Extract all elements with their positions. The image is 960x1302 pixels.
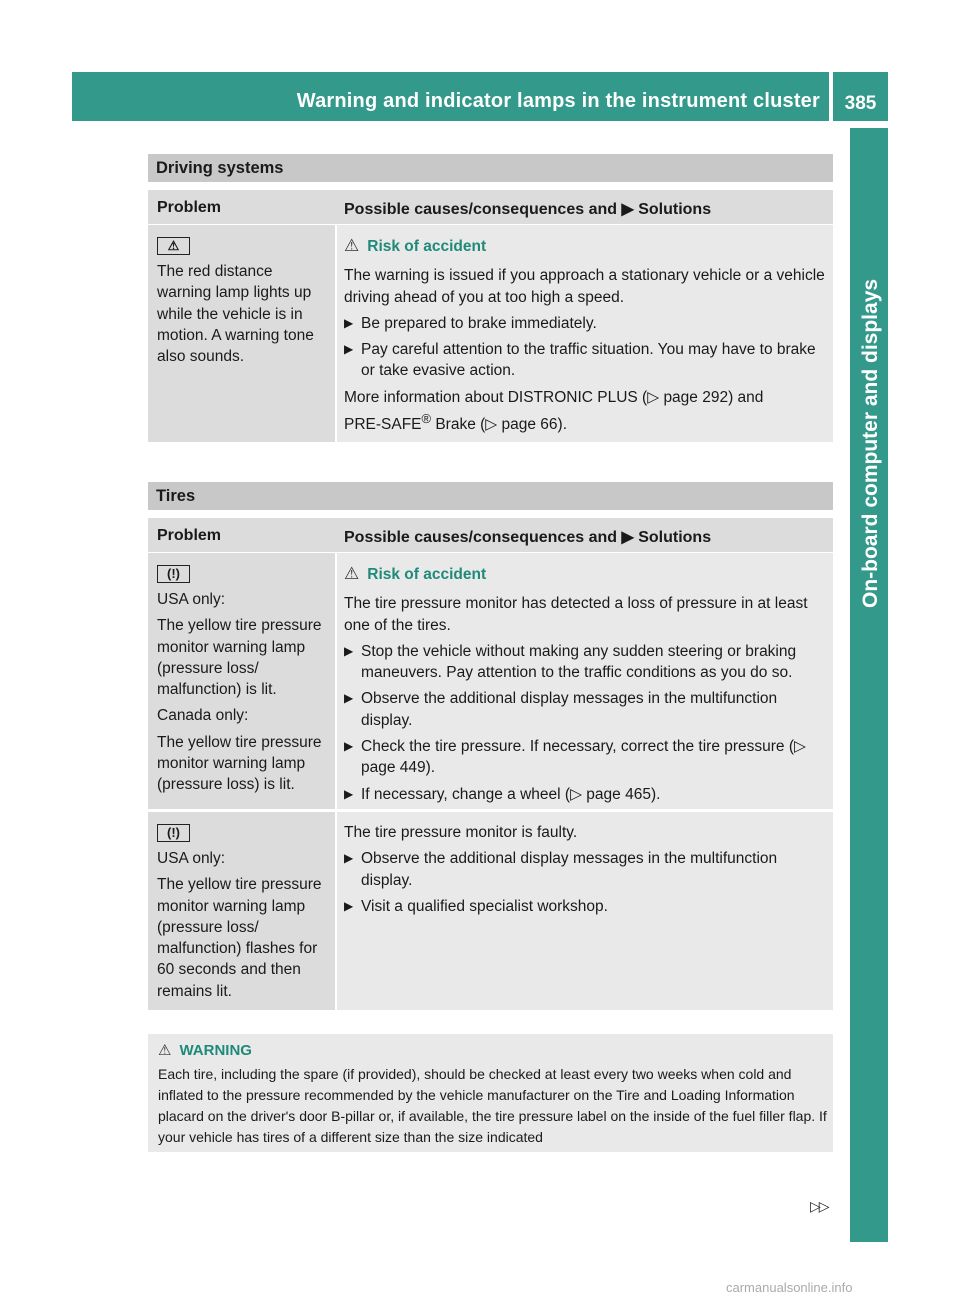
step-arrow-icon: ▶	[344, 851, 354, 866]
table-row	[148, 812, 833, 1010]
region-label: Canada only:	[157, 707, 249, 725]
solution-step	[344, 736, 827, 779]
warning-triangle-icon: ⚠	[344, 236, 360, 255]
risk-heading	[344, 235, 827, 257]
problem-line: also sounds.	[157, 348, 245, 366]
solution-cell	[337, 812, 833, 1010]
page-number: 385	[833, 72, 888, 121]
column-header-problem: Problem	[157, 199, 222, 216]
step-text: Observe the additional display messages in the multifunction display.	[361, 690, 778, 729]
more-info-ref: Brake (▷ page 66).	[431, 416, 568, 434]
problem-line: warning lamp lights up	[157, 284, 312, 302]
section-title-driving-systems: Driving systems	[148, 154, 833, 182]
warning-title: WARNING	[179, 1042, 252, 1059]
side-tab-marker	[850, 896, 888, 942]
watermark: carmanualsonline.info	[726, 1280, 853, 1295]
problem-cell	[148, 225, 335, 442]
region-label: USA only:	[157, 591, 226, 608]
more-info-line: More information about DISTRONIC PLUS (▷ page 292) and	[344, 388, 764, 406]
tire-pressure-icon: (!)	[157, 565, 190, 583]
problem-text: The yellow tire pressure monitor warning lamp (pressure loss/ malfunction) flashes for 60 seconds and then remains lit.	[157, 876, 322, 1000]
solution-text: The tire pressure monitor has detected a loss of pressure in at least one of the tires.	[344, 595, 808, 634]
warning-text: Each tire, including the spare (if provided), should be checked at least every two weeks when cold and inflated to the pressure recommended by the vehicle manufacturer on the Tire and Loading Information placard on the driver's door B-pillar or, if available, the tire pressure label on the inside of the fuel filler flap. If your vehicle has tires of a different size than the size indicated	[158, 1066, 827, 1145]
continue-icon: ▷▷	[810, 1198, 828, 1214]
solution-step	[344, 688, 827, 731]
tires-table-header	[148, 518, 833, 552]
step-text: Observe the additional display messages in the multifunction display.	[361, 850, 778, 889]
step-arrow-icon: ▶	[344, 898, 354, 913]
solution-step	[344, 784, 827, 805]
solution-text: The warning is issued if you approach a stationary vehicle or a vehicle driving ahead of you at too high a speed.	[344, 267, 825, 306]
risk-label: Risk of accident	[367, 566, 487, 583]
step-text: Pay careful attention to the traffic situation. You may have to brake or take evasive action.	[361, 341, 816, 380]
warning-heading	[158, 1040, 827, 1061]
risk-label: Risk of accident	[367, 238, 487, 255]
step-text: Check the tire pressure. If necessary, correct the tire pressure (▷ page 449).	[361, 738, 806, 777]
column-header-solutions: Possible causes/consequences and ▶ Solutions	[344, 529, 712, 546]
risk-heading	[344, 563, 827, 585]
problem-cell	[148, 553, 335, 809]
solution-cell	[337, 225, 833, 442]
step-arrow-icon: ▶	[344, 643, 354, 658]
step-arrow-icon: ▶	[344, 342, 354, 357]
warning-box	[148, 1034, 833, 1152]
problem-text: The yellow tire pressure monitor warning lamp (pressure loss) is lit.	[157, 733, 322, 794]
table-row	[148, 225, 833, 442]
step-text: If necessary, change a wheel (▷ page 465).	[361, 785, 661, 803]
solution-cell	[337, 553, 833, 809]
solution-step	[344, 896, 827, 917]
section-title-tires: Tires	[148, 482, 833, 510]
solution-step	[344, 339, 827, 382]
problem-cell	[148, 812, 335, 1010]
table-row	[148, 553, 833, 809]
more-info-line	[344, 408, 827, 435]
solution-text: The tire pressure monitor is faulty.	[344, 824, 578, 841]
step-arrow-icon: ▶	[344, 691, 354, 706]
side-tab-label: On-board computer and displays	[859, 278, 882, 608]
column-header-problem: Problem	[157, 527, 222, 544]
distance-warning-icon: ⚠	[157, 237, 190, 255]
region-label: USA only:	[157, 850, 226, 867]
step-text: Be prepared to brake immediately.	[361, 314, 597, 332]
presafe-label: PRE-SAFE	[344, 416, 422, 434]
problem-line: motion. A warning tone	[157, 326, 314, 344]
step-arrow-icon: ▶	[344, 786, 354, 801]
step-arrow-icon: ▶	[344, 315, 354, 330]
column-header-solutions: Possible causes/consequences and ▶ Solutions	[344, 201, 712, 218]
registered-mark: ®	[421, 411, 432, 427]
solution-step	[344, 313, 827, 334]
step-text: Visit a qualified specialist workshop.	[361, 897, 608, 915]
problem-text: The yellow tire pressure monitor warning lamp (pressure loss/ malfunction) is lit.	[157, 617, 322, 699]
solution-step	[344, 848, 827, 891]
problem-line: The red distance	[157, 263, 273, 280]
tire-pressure-icon: (!)	[157, 824, 190, 842]
problem-line: while the vehicle is in	[157, 305, 303, 323]
driving-table-header	[148, 190, 833, 224]
step-arrow-icon: ▶	[344, 739, 354, 754]
page-header-title: Warning and indicator lamps in the instrument cluster	[296, 90, 820, 112]
warning-triangle-icon: ⚠	[344, 564, 360, 583]
warning-triangle-icon: ⚠	[158, 1042, 172, 1059]
solution-step	[344, 641, 827, 684]
step-text: Stop the vehicle without making any sudden steering or braking maneuvers. Pay attention to the traffic conditions as you do so.	[361, 642, 797, 682]
